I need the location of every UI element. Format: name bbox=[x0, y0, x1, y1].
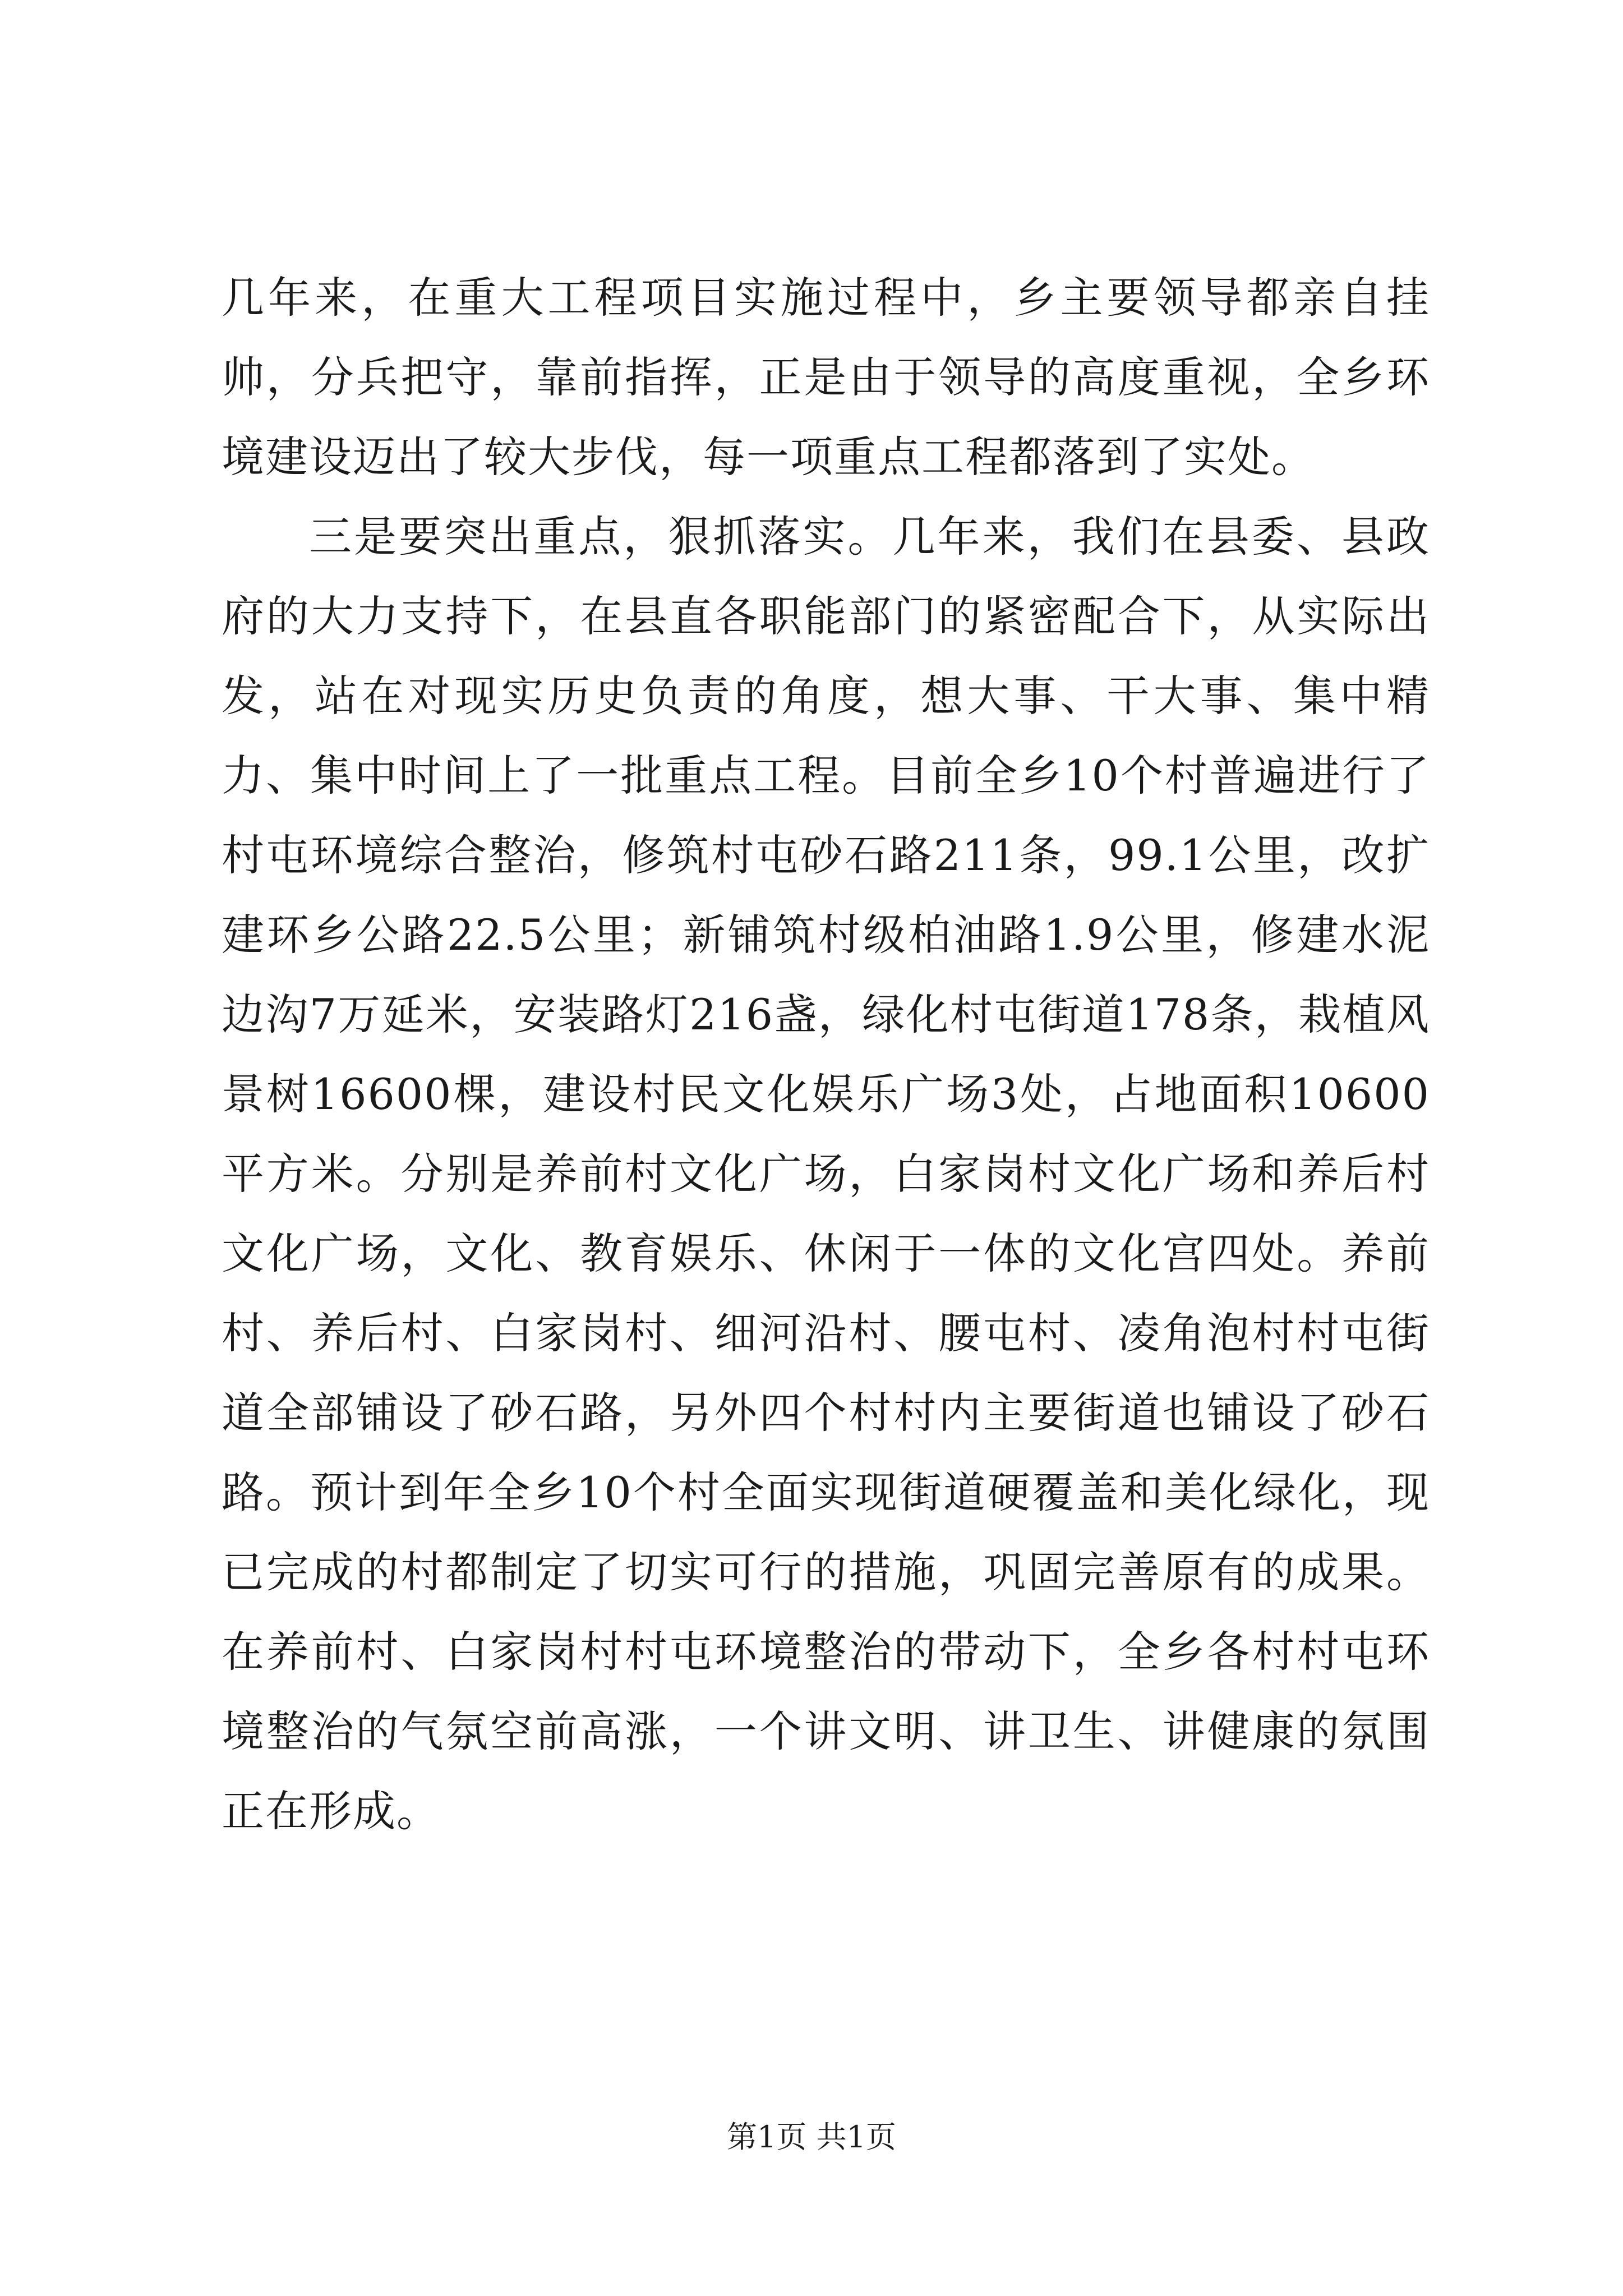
page-footer bbox=[0, 2118, 1623, 2157]
paragraph-1: 几年来，在重大工程项目实施过程中，乡主要领导都亲自挂帅，分兵把守，靠前指挥，正是由于领导的高度重视，全乡环境建设迈出了较大步伐，每一项重点工程都落到了实处。 bbox=[222, 273, 1430, 482]
paragraph-2: 三是要突出重点，狠抓落实。几年来，我们在县委、县政府的大力支持下，在县直各职能部门的紧密配合下，从实际出发，站在对现实历史负责的角度，想大事、干大事、集中精力、集中时间上了一批重点工程。目前全乡10个村普遍进行了村屯环境综合整治，修筑村屯砂石路211条，99.1公里，改扩建环乡公路22.5公里；新铺筑村级柏油路1.9公里，修建水泥边沟7万延米，安装路灯216盏，绿化村屯街道178条，栽植风景树16600棵，建设村民文化娱乐广场3处，占地面积10600平方米。分别是养前村文化广场，白家岗村文化广场和养后村文化广场，文化、教育娱乐、休闲于一体的文化宫四处。养前村、养后村、白家岗村、细河沿村、腰屯村、凌角泡村村屯街道全部铺设了砂石路，另外四个村村内主要街道也铺设了砂石路。预计到年全乡10个村全面实现街道硬覆盖和美化绿化，现已完成的村都制定了切实可行的措施，巩固完善原有的成果。在养前村、白家岗村村屯环境整治的带动下，全乡各村村屯环境整治的气氛空前高涨，一个讲文明、讲卫生、讲健康的氛围正在形成。 bbox=[222, 512, 1430, 1836]
page-number-label: 第1页 共1页 bbox=[727, 2119, 896, 2155]
body-text bbox=[222, 258, 1430, 1851]
